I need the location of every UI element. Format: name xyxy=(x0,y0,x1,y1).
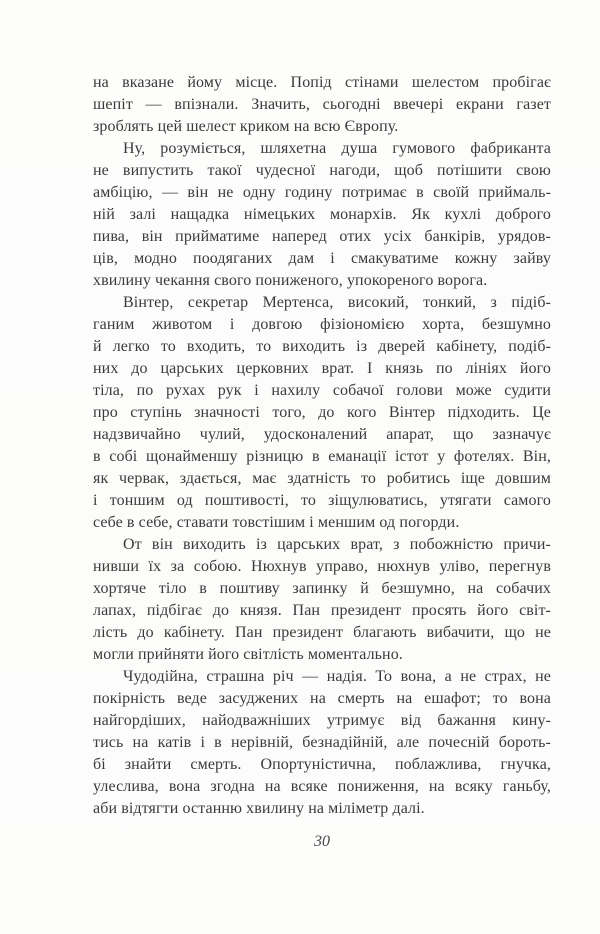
text-line: тіла, по рухах рук і нахилу собачої голови може судити xyxy=(93,382,551,399)
text-line: шепіт — впізнали. Значить, сьогодні ввечері екрани газет xyxy=(93,96,551,113)
text-line: От він виходить із царських врат, з побожністю причи- xyxy=(123,536,551,553)
text-line: ців, модно поодяганих дам і смакуватиме кожну зайву xyxy=(93,250,551,267)
page-text xyxy=(93,72,551,820)
text-line: пива, він прийматиме наперед отих усіх банкірів, урядов- xyxy=(93,228,551,245)
text-line: як червак, здається, має здатність то робитись іще довшим xyxy=(93,470,551,487)
text-line: тись на катів і в нерівній, безнадійній, але почесній бороть- xyxy=(93,734,551,751)
text-line: них до царських церковних врат. І князь по лініях його xyxy=(93,360,551,377)
text-line: в собі щонайменшу різницю в еманації істот у фотелях. Він, xyxy=(93,448,551,465)
text-line: надзвичайно чулий, удосконалений апарат, що зазначує xyxy=(93,426,551,443)
text-line: улеслива, вона згодна на всяке пониження, на всяку ганьбу, xyxy=(93,778,551,795)
text-line: на вказане йому місце. Попід стінами шелестом пробігає xyxy=(93,74,551,91)
text-line: про ступінь значності того, до кого Вінтер підходить. Це xyxy=(93,404,551,421)
text-line: зроблять цей шелест криком на всю Європу. xyxy=(93,118,399,135)
text-line: покірність веде засуджених на смерть на ешафот; то вона xyxy=(93,690,551,707)
paragraph xyxy=(93,72,551,138)
page-number: 30 xyxy=(314,833,330,850)
text-line: ній залі нащадка німецьких монархів. Як кухлі доброго xyxy=(93,206,551,223)
text-line: найгордіших, найодважніших утримує від бажання кину- xyxy=(93,712,551,729)
text-line: не випустить такої чудесної нагоди, щоб потішити свою xyxy=(93,162,551,179)
text-line: лість до кабінету. Пан президент благають вибачити, що не xyxy=(93,624,551,641)
text-line: Вінтер, секретар Мертенса, високий, тонкий, з підіб- xyxy=(123,294,551,311)
text-line: аби відтягти останню хвилину на міліметр далі. xyxy=(93,800,425,817)
text-line: амбіцію, — він не одну годину потримає в своїй приймаль- xyxy=(93,184,551,201)
paragraph xyxy=(93,138,551,292)
text-line: й легко то входить, то виходить із дверей кабінету, подіб- xyxy=(93,338,551,355)
text-line: нивши їх за собою. Нюхнув управо, нюхнув уліво, перегнув xyxy=(93,558,551,575)
text-line: і тоншим од поштивості, то зіщулюватись, утягати самого xyxy=(93,492,551,509)
text-line: бі знайти смерть. Опортуністична, поблажлива, гнучка, xyxy=(93,756,551,773)
text-line: Ну, розуміється, шляхетна душа гумового фабриканта xyxy=(123,140,551,157)
text-line: лапах, підбігає до князя. Пан президент просять його світ- xyxy=(93,602,551,619)
paragraph xyxy=(93,534,551,666)
text-line: хвилину чекання свого пониженого, упокореного ворога. xyxy=(93,272,488,289)
text-line: себе в себе, ставати товстішим і меншим од погорди. xyxy=(93,514,460,531)
text-line: хортяче тіло в поштиву запинку й безшумно, на собачих xyxy=(93,580,551,597)
text-line: Чудодійна, страшна річ — надія. То вона, а не страх, не xyxy=(123,668,551,685)
paragraph xyxy=(93,666,551,820)
text-line: могли прийняти його світлість моментально. xyxy=(93,646,403,663)
text-line: ганим животом і довгою фізіономією хорта, безшумно xyxy=(93,316,551,333)
paragraph xyxy=(93,292,551,534)
